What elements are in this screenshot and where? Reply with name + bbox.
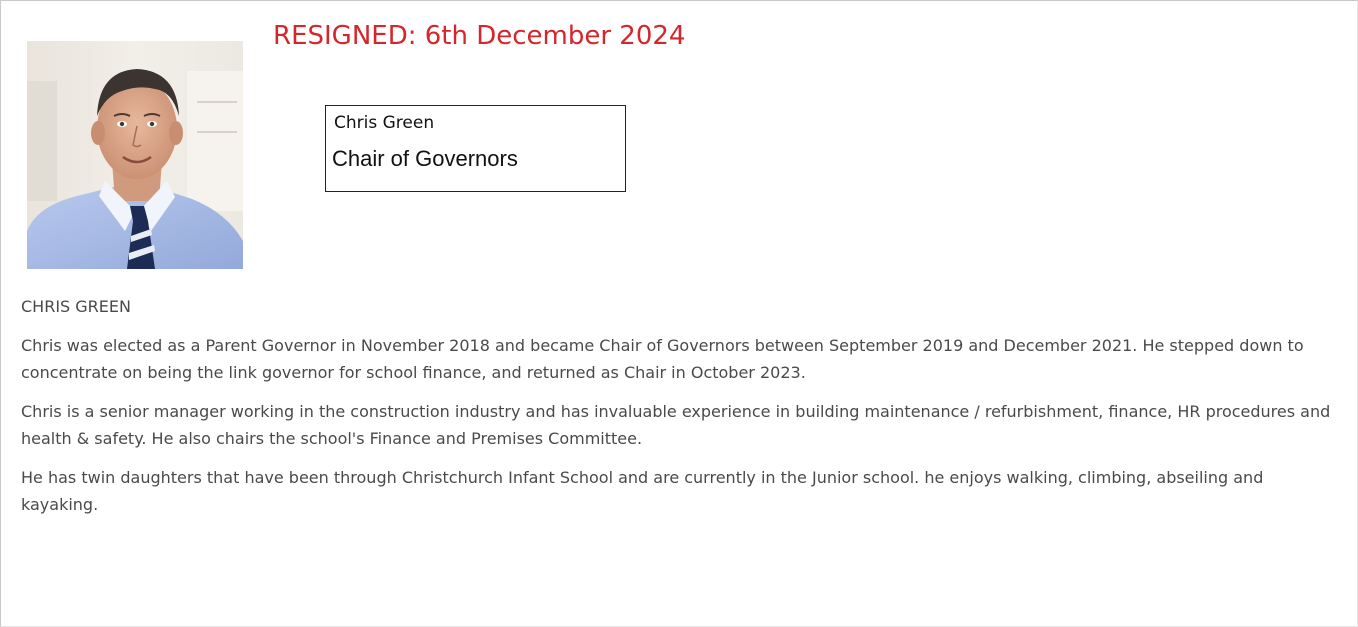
bio-paragraph: Chris was elected as a Parent Governor in November 2018 and became Chair of Governors between September 2019 and December 2021. He stepped down to concentrate on being the link governor for school finance, and returned as Chair in October 2023. — [21, 336, 1304, 382]
resigned-notice: RESIGNED: 6th December 2024 — [273, 21, 686, 51]
governor-role: Chair of Governors — [332, 146, 518, 171]
bio-paragraph: He has twin daughters that have been through Christchurch Infant School and are currently in the Junior school. he enjoys walking, climbing, abseiling and kayaking. — [21, 468, 1264, 514]
governor-bio — [21, 293, 1341, 530]
bio-paragraph: Chris is a senior manager working in the construction industry and has invaluable experience in building maintenance / refurbishment, finance, HR procedures and health & safety. He also chairs the school's Finance and Premises Committee. — [21, 402, 1331, 448]
bio-heading: CHRIS GREEN — [21, 297, 131, 316]
governor-name: Chris Green — [334, 113, 435, 133]
name-role-box — [325, 105, 626, 192]
governor-portrait-photo — [27, 41, 243, 269]
